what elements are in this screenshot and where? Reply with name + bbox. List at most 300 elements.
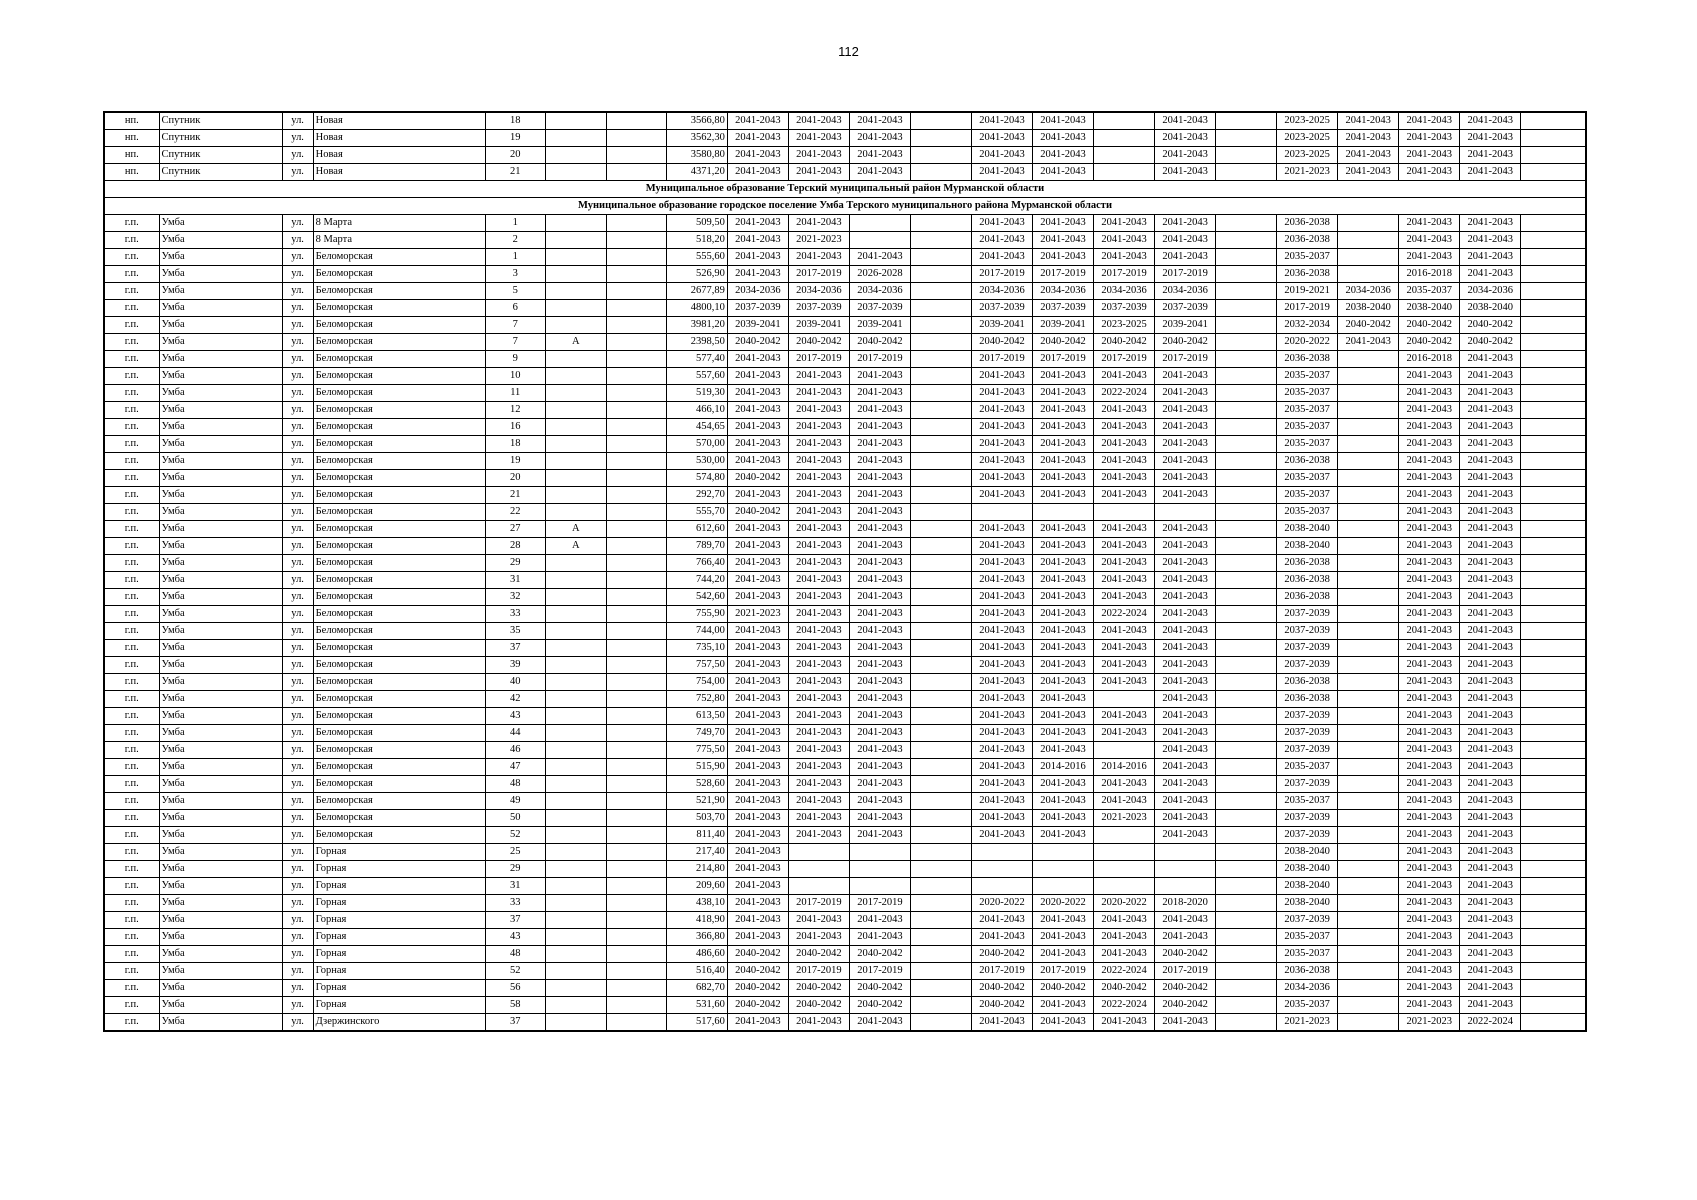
- cell-repair-term-4: [910, 793, 971, 810]
- cell-building-extra: [606, 385, 666, 402]
- cell-repair-term-4: [910, 878, 971, 895]
- cell-street-name: Беломорская: [313, 555, 485, 572]
- cell-repair-term-5: 2041-2043: [971, 130, 1032, 147]
- cell-building-extra: [606, 691, 666, 708]
- cell-floor-area: 542,60: [666, 589, 727, 606]
- cell-repair-term-9: [1216, 997, 1277, 1014]
- cell-building-extra: [606, 997, 666, 1014]
- cell-repair-term-4: [910, 895, 971, 912]
- cell-repair-term-6: 2041-2043: [1033, 147, 1094, 164]
- cell-repair-term-6: 2041-2043: [1033, 589, 1094, 606]
- cell-repair-term-10: 2032-2034: [1277, 317, 1338, 334]
- cell-repair-term-8: 2041-2043: [1155, 929, 1216, 946]
- cell-repair-term-3: 2041-2043: [849, 674, 910, 691]
- cell-repair-term-4: [910, 164, 971, 181]
- cell-street-type: ул.: [282, 164, 313, 181]
- cell-building-extra: [606, 657, 666, 674]
- cell-repair-term-5: 2041-2043: [971, 164, 1032, 181]
- cell-building-letter: [545, 861, 606, 878]
- cell-repair-term-9: [1216, 725, 1277, 742]
- cell-repair-term-9: [1216, 487, 1277, 504]
- cell-house-number: 12: [485, 402, 545, 419]
- cell-repair-term-9: [1216, 878, 1277, 895]
- cell-floor-area: 570,00: [666, 436, 727, 453]
- cell-repair-term-4: [910, 946, 971, 963]
- cell-repair-term-5: 2041-2043: [971, 147, 1032, 164]
- cell-building-letter: [545, 300, 606, 317]
- cell-repair-term-12: 2021-2023: [1399, 1014, 1460, 1032]
- cell-repair-term-3: [849, 878, 910, 895]
- cell-repair-term-8: 2041-2043: [1155, 555, 1216, 572]
- cell-house-number: 33: [485, 606, 545, 623]
- cell-repair-term-8: 2040-2042: [1155, 980, 1216, 997]
- cell-repair-term-14: [1521, 844, 1586, 861]
- cell-building-extra: [606, 232, 666, 249]
- cell-settlement-type: г.п.: [104, 776, 159, 793]
- cell-street-name: Горная: [313, 997, 485, 1014]
- cell-repair-term-13: 2034-2036: [1460, 283, 1521, 300]
- cell-repair-term-9: [1216, 844, 1277, 861]
- cell-repair-term-3: 2041-2043: [849, 487, 910, 504]
- cell-repair-term-13: 2041-2043: [1460, 402, 1521, 419]
- cell-repair-term-10: 2036-2038: [1277, 351, 1338, 368]
- cell-repair-term-1: 2041-2043: [727, 419, 788, 436]
- cell-repair-term-11: [1338, 487, 1399, 504]
- cell-repair-term-13: 2041-2043: [1460, 844, 1521, 861]
- cell-repair-term-8: 2040-2042: [1155, 997, 1216, 1014]
- cell-repair-term-14: [1521, 640, 1586, 657]
- cell-repair-term-1: 2041-2043: [727, 368, 788, 385]
- cell-repair-term-12: 2041-2043: [1399, 572, 1460, 589]
- cell-repair-term-1: 2041-2043: [727, 827, 788, 844]
- cell-repair-term-14: [1521, 112, 1586, 130]
- cell-settlement-type: г.п.: [104, 674, 159, 691]
- cell-repair-term-2: 2039-2041: [788, 317, 849, 334]
- cell-repair-term-8: 2041-2043: [1155, 470, 1216, 487]
- cell-repair-term-3: 2041-2043: [849, 555, 910, 572]
- cell-street-name: Новая: [313, 112, 485, 130]
- cell-repair-term-12: 2041-2043: [1399, 487, 1460, 504]
- cell-repair-term-4: [910, 249, 971, 266]
- cell-repair-term-7: 2017-2019: [1094, 266, 1155, 283]
- cell-repair-term-9: [1216, 470, 1277, 487]
- cell-repair-term-1: 2040-2042: [727, 504, 788, 521]
- cell-house-number: 25: [485, 844, 545, 861]
- cell-repair-term-6: 2041-2043: [1033, 164, 1094, 181]
- cell-settlement-name: Умба: [159, 385, 282, 402]
- cell-repair-term-7: 2041-2043: [1094, 487, 1155, 504]
- table-row: [104, 589, 1586, 606]
- cell-building-letter: [545, 164, 606, 181]
- cell-repair-term-11: [1338, 402, 1399, 419]
- cell-street-type: ул.: [282, 470, 313, 487]
- cell-building-extra: [606, 572, 666, 589]
- cell-building-letter: [545, 249, 606, 266]
- cell-repair-term-13: 2041-2043: [1460, 589, 1521, 606]
- cell-repair-term-2: 2041-2043: [788, 436, 849, 453]
- cell-repair-term-7: 2021-2023: [1094, 810, 1155, 827]
- table-row: [104, 538, 1586, 555]
- cell-repair-term-7: 2041-2043: [1094, 402, 1155, 419]
- cell-repair-term-9: [1216, 402, 1277, 419]
- cell-repair-term-2: 2017-2019: [788, 963, 849, 980]
- cell-repair-term-6: 2041-2043: [1033, 385, 1094, 402]
- cell-repair-term-10: 2038-2040: [1277, 861, 1338, 878]
- cell-repair-term-4: [910, 759, 971, 776]
- cell-settlement-name: Умба: [159, 300, 282, 317]
- cell-building-letter: [545, 555, 606, 572]
- cell-street-name: Беломорская: [313, 385, 485, 402]
- cell-repair-term-12: 2041-2043: [1399, 589, 1460, 606]
- cell-street-type: ул.: [282, 317, 313, 334]
- cell-floor-area: 574,80: [666, 470, 727, 487]
- cell-settlement-type: г.п.: [104, 334, 159, 351]
- cell-repair-term-12: 2041-2043: [1399, 844, 1460, 861]
- cell-repair-term-2: 2041-2043: [788, 164, 849, 181]
- cell-repair-term-14: [1521, 130, 1586, 147]
- cell-floor-area: 755,90: [666, 606, 727, 623]
- table-row: [104, 402, 1586, 419]
- cell-street-type: ул.: [282, 453, 313, 470]
- cell-house-number: 28: [485, 538, 545, 555]
- cell-building-extra: [606, 776, 666, 793]
- cell-repair-term-1: 2041-2043: [727, 402, 788, 419]
- cell-settlement-name: Умба: [159, 929, 282, 946]
- cell-repair-term-7: 2041-2043: [1094, 929, 1155, 946]
- cell-repair-term-4: [910, 589, 971, 606]
- table-row: [104, 215, 1586, 232]
- cell-repair-term-1: 2034-2036: [727, 283, 788, 300]
- cell-repair-term-5: 2041-2043: [971, 470, 1032, 487]
- cell-street-type: ул.: [282, 980, 313, 997]
- cell-repair-term-13: 2041-2043: [1460, 215, 1521, 232]
- cell-repair-term-4: [910, 334, 971, 351]
- cell-floor-area: 4371,20: [666, 164, 727, 181]
- cell-settlement-type: г.п.: [104, 793, 159, 810]
- cell-repair-term-4: [910, 963, 971, 980]
- cell-building-letter: [545, 623, 606, 640]
- cell-building-letter: [545, 776, 606, 793]
- cell-repair-term-1: 2041-2043: [727, 759, 788, 776]
- cell-street-type: ул.: [282, 657, 313, 674]
- cell-repair-term-10: 2037-2039: [1277, 657, 1338, 674]
- table-row: [104, 963, 1586, 980]
- cell-building-letter: [545, 895, 606, 912]
- cell-repair-term-13: 2041-2043: [1460, 249, 1521, 266]
- cell-settlement-name: Умба: [159, 470, 282, 487]
- cell-repair-term-3: 2041-2043: [849, 1014, 910, 1032]
- cell-repair-term-8: 2041-2043: [1155, 402, 1216, 419]
- table-row: [104, 334, 1586, 351]
- cell-repair-term-9: [1216, 776, 1277, 793]
- cell-house-number: 3: [485, 266, 545, 283]
- cell-street-name: Беломорская: [313, 759, 485, 776]
- cell-building-extra: [606, 929, 666, 946]
- cell-repair-term-4: [910, 997, 971, 1014]
- cell-repair-term-4: [910, 929, 971, 946]
- cell-repair-term-6: 2041-2043: [1033, 606, 1094, 623]
- cell-street-type: ул.: [282, 504, 313, 521]
- cell-repair-term-7: 2017-2019: [1094, 351, 1155, 368]
- cell-house-number: 18: [485, 436, 545, 453]
- cell-street-type: ул.: [282, 844, 313, 861]
- cell-repair-term-10: 2038-2040: [1277, 895, 1338, 912]
- cell-repair-term-8: 2041-2043: [1155, 538, 1216, 555]
- cell-street-name: Беломорская: [313, 487, 485, 504]
- cell-building-letter: [545, 657, 606, 674]
- cell-repair-term-10: 2035-2037: [1277, 368, 1338, 385]
- cell-repair-term-7: 2014-2016: [1094, 759, 1155, 776]
- cell-repair-term-5: 2041-2043: [971, 555, 1032, 572]
- cell-repair-term-2: [788, 844, 849, 861]
- section-title: Муниципальное образование Терский муниципальный район Мурманской области: [104, 181, 1586, 198]
- cell-repair-term-6: 2041-2043: [1033, 487, 1094, 504]
- cell-repair-term-4: [910, 980, 971, 997]
- cell-repair-term-7: 2041-2043: [1094, 555, 1155, 572]
- cell-repair-term-2: 2041-2043: [788, 453, 849, 470]
- cell-repair-term-10: 2034-2036: [1277, 980, 1338, 997]
- cell-house-number: 52: [485, 963, 545, 980]
- cell-repair-term-11: [1338, 674, 1399, 691]
- table-row: [104, 623, 1586, 640]
- cell-repair-term-9: [1216, 249, 1277, 266]
- cell-repair-term-11: [1338, 215, 1399, 232]
- cell-repair-term-5: 2037-2039: [971, 300, 1032, 317]
- cell-building-letter: [545, 368, 606, 385]
- cell-repair-term-3: 2041-2043: [849, 640, 910, 657]
- table-row: [104, 861, 1586, 878]
- cell-repair-term-10: 2036-2038: [1277, 674, 1338, 691]
- cell-building-letter: [545, 402, 606, 419]
- cell-repair-term-12: 2016-2018: [1399, 351, 1460, 368]
- cell-repair-term-11: [1338, 538, 1399, 555]
- cell-settlement-type: г.п.: [104, 419, 159, 436]
- cell-house-number: 46: [485, 742, 545, 759]
- cell-repair-term-9: [1216, 215, 1277, 232]
- cell-repair-term-2: 2041-2043: [788, 725, 849, 742]
- cell-repair-term-10: 2036-2038: [1277, 266, 1338, 283]
- cell-building-extra: [606, 164, 666, 181]
- cell-repair-term-11: [1338, 963, 1399, 980]
- cell-repair-term-9: [1216, 385, 1277, 402]
- cell-street-name: Горная: [313, 980, 485, 997]
- cell-street-type: ул.: [282, 232, 313, 249]
- table-row: [104, 759, 1586, 776]
- cell-repair-term-7: 2041-2043: [1094, 725, 1155, 742]
- cell-settlement-type: г.п.: [104, 980, 159, 997]
- cell-street-name: Беломорская: [313, 691, 485, 708]
- cell-settlement-type: нп.: [104, 147, 159, 164]
- cell-repair-term-12: 2016-2018: [1399, 266, 1460, 283]
- cell-repair-term-1: 2041-2043: [727, 844, 788, 861]
- cell-repair-term-9: [1216, 555, 1277, 572]
- cell-street-type: ул.: [282, 300, 313, 317]
- cell-settlement-name: Умба: [159, 742, 282, 759]
- cell-repair-term-3: 2040-2042: [849, 946, 910, 963]
- cell-repair-term-13: 2041-2043: [1460, 164, 1521, 181]
- cell-repair-term-5: 2041-2043: [971, 929, 1032, 946]
- cell-repair-term-6: 2041-2043: [1033, 555, 1094, 572]
- cell-repair-term-9: [1216, 112, 1277, 130]
- cell-repair-term-4: [910, 283, 971, 300]
- cell-street-name: Беломорская: [313, 623, 485, 640]
- cell-building-extra: [606, 827, 666, 844]
- cell-street-type: ул.: [282, 130, 313, 147]
- cell-repair-term-12: 2041-2043: [1399, 368, 1460, 385]
- cell-repair-term-14: [1521, 368, 1586, 385]
- cell-house-number: 7: [485, 317, 545, 334]
- cell-repair-term-11: 2040-2042: [1338, 317, 1399, 334]
- cell-repair-term-3: 2041-2043: [849, 606, 910, 623]
- cell-floor-area: 757,50: [666, 657, 727, 674]
- cell-settlement-name: Умба: [159, 640, 282, 657]
- cell-repair-term-6: 2041-2043: [1033, 419, 1094, 436]
- cell-street-name: Беломорская: [313, 640, 485, 657]
- cell-settlement-name: Умба: [159, 351, 282, 368]
- cell-repair-term-14: [1521, 351, 1586, 368]
- cell-settlement-name: Умба: [159, 283, 282, 300]
- cell-floor-area: 217,40: [666, 844, 727, 861]
- cell-repair-term-3: 2041-2043: [849, 572, 910, 589]
- cell-repair-term-9: [1216, 606, 1277, 623]
- cell-repair-term-10: 2035-2037: [1277, 759, 1338, 776]
- cell-repair-term-5: 2041-2043: [971, 368, 1032, 385]
- cell-repair-term-6: 2041-2043: [1033, 946, 1094, 963]
- cell-repair-term-14: [1521, 470, 1586, 487]
- cell-house-number: 37: [485, 640, 545, 657]
- cell-settlement-type: г.п.: [104, 453, 159, 470]
- cell-repair-term-11: [1338, 351, 1399, 368]
- cell-building-letter: [545, 963, 606, 980]
- cell-floor-area: 516,40: [666, 963, 727, 980]
- cell-repair-term-8: 2037-2039: [1155, 300, 1216, 317]
- cell-repair-term-11: [1338, 776, 1399, 793]
- cell-repair-term-13: 2022-2024: [1460, 1014, 1521, 1032]
- cell-repair-term-3: 2041-2043: [849, 538, 910, 555]
- cell-repair-term-9: [1216, 147, 1277, 164]
- cell-street-name: Беломорская: [313, 300, 485, 317]
- cell-repair-term-5: 2041-2043: [971, 419, 1032, 436]
- cell-settlement-name: Умба: [159, 844, 282, 861]
- cell-building-extra: [606, 708, 666, 725]
- cell-street-type: ул.: [282, 997, 313, 1014]
- cell-repair-term-8: 2041-2043: [1155, 827, 1216, 844]
- cell-repair-term-5: 2041-2043: [971, 487, 1032, 504]
- cell-street-name: Беломорская: [313, 589, 485, 606]
- cell-repair-term-4: [910, 606, 971, 623]
- cell-street-name: Беломорская: [313, 368, 485, 385]
- cell-building-extra: [606, 368, 666, 385]
- cell-settlement-name: Спутник: [159, 112, 282, 130]
- cell-repair-term-5: 2041-2043: [971, 589, 1032, 606]
- cell-repair-term-3: 2041-2043: [849, 419, 910, 436]
- cell-floor-area: 754,00: [666, 674, 727, 691]
- cell-house-number: 9: [485, 351, 545, 368]
- cell-repair-term-11: [1338, 759, 1399, 776]
- table-row: [104, 368, 1586, 385]
- cell-repair-term-13: 2041-2043: [1460, 521, 1521, 538]
- table-row: [104, 742, 1586, 759]
- cell-repair-term-6: 2041-2043: [1033, 402, 1094, 419]
- cell-repair-term-11: 2041-2043: [1338, 164, 1399, 181]
- cell-repair-term-7: 2041-2043: [1094, 232, 1155, 249]
- cell-repair-term-11: [1338, 657, 1399, 674]
- cell-repair-term-12: 2040-2042: [1399, 334, 1460, 351]
- cell-repair-term-13: 2041-2043: [1460, 606, 1521, 623]
- cell-settlement-type: г.п.: [104, 708, 159, 725]
- cell-floor-area: 3981,20: [666, 317, 727, 334]
- cell-repair-term-6: 2041-2043: [1033, 368, 1094, 385]
- cell-repair-term-13: 2041-2043: [1460, 232, 1521, 249]
- cell-street-type: ул.: [282, 112, 313, 130]
- cell-settlement-name: Умба: [159, 963, 282, 980]
- cell-building-letter: [545, 317, 606, 334]
- table-row: [104, 249, 1586, 266]
- cell-repair-term-12: 2041-2043: [1399, 861, 1460, 878]
- cell-building-extra: [606, 946, 666, 963]
- cell-repair-term-5: 2041-2043: [971, 606, 1032, 623]
- table-row: [104, 266, 1586, 283]
- cell-repair-term-12: 2041-2043: [1399, 946, 1460, 963]
- cell-repair-term-14: [1521, 317, 1586, 334]
- cell-repair-term-2: 2017-2019: [788, 351, 849, 368]
- table-row: [104, 521, 1586, 538]
- cell-repair-term-8: 2041-2043: [1155, 215, 1216, 232]
- cell-repair-term-13: 2041-2043: [1460, 776, 1521, 793]
- cell-house-number: 47: [485, 759, 545, 776]
- cell-repair-term-7: [1094, 844, 1155, 861]
- cell-repair-term-6: 2017-2019: [1033, 351, 1094, 368]
- cell-settlement-type: г.п.: [104, 300, 159, 317]
- cell-house-number: 2: [485, 232, 545, 249]
- cell-repair-term-14: [1521, 929, 1586, 946]
- cell-repair-term-13: 2041-2043: [1460, 572, 1521, 589]
- cell-floor-area: 789,70: [666, 538, 727, 555]
- cell-repair-term-13: 2041-2043: [1460, 793, 1521, 810]
- cell-repair-term-2: 2041-2043: [788, 929, 849, 946]
- cell-repair-term-13: 2041-2043: [1460, 351, 1521, 368]
- cell-repair-term-12: 2041-2043: [1399, 929, 1460, 946]
- cell-repair-term-9: [1216, 895, 1277, 912]
- table-row: [104, 691, 1586, 708]
- cell-repair-term-5: 2041-2043: [971, 759, 1032, 776]
- cell-repair-term-9: [1216, 810, 1277, 827]
- cell-house-number: 32: [485, 589, 545, 606]
- cell-settlement-name: Умба: [159, 232, 282, 249]
- cell-repair-term-14: [1521, 402, 1586, 419]
- cell-repair-term-1: 2041-2043: [727, 1014, 788, 1032]
- cell-repair-term-6: 2041-2043: [1033, 776, 1094, 793]
- cell-repair-term-3: 2041-2043: [849, 623, 910, 640]
- table-row: [104, 997, 1586, 1014]
- cell-settlement-name: Умба: [159, 997, 282, 1014]
- cell-street-type: ул.: [282, 402, 313, 419]
- cell-repair-term-4: [910, 623, 971, 640]
- cell-repair-term-10: 2023-2025: [1277, 130, 1338, 147]
- cell-repair-term-14: [1521, 606, 1586, 623]
- table-row: [104, 606, 1586, 623]
- cell-street-type: ул.: [282, 385, 313, 402]
- cell-repair-term-4: [910, 453, 971, 470]
- cell-repair-term-12: 2041-2043: [1399, 912, 1460, 929]
- cell-repair-term-4: [910, 419, 971, 436]
- cell-building-letter: А: [545, 538, 606, 555]
- table-row: [104, 674, 1586, 691]
- cell-repair-term-14: [1521, 453, 1586, 470]
- cell-repair-term-13: 2041-2043: [1460, 436, 1521, 453]
- cell-repair-term-9: [1216, 164, 1277, 181]
- cell-building-letter: [545, 640, 606, 657]
